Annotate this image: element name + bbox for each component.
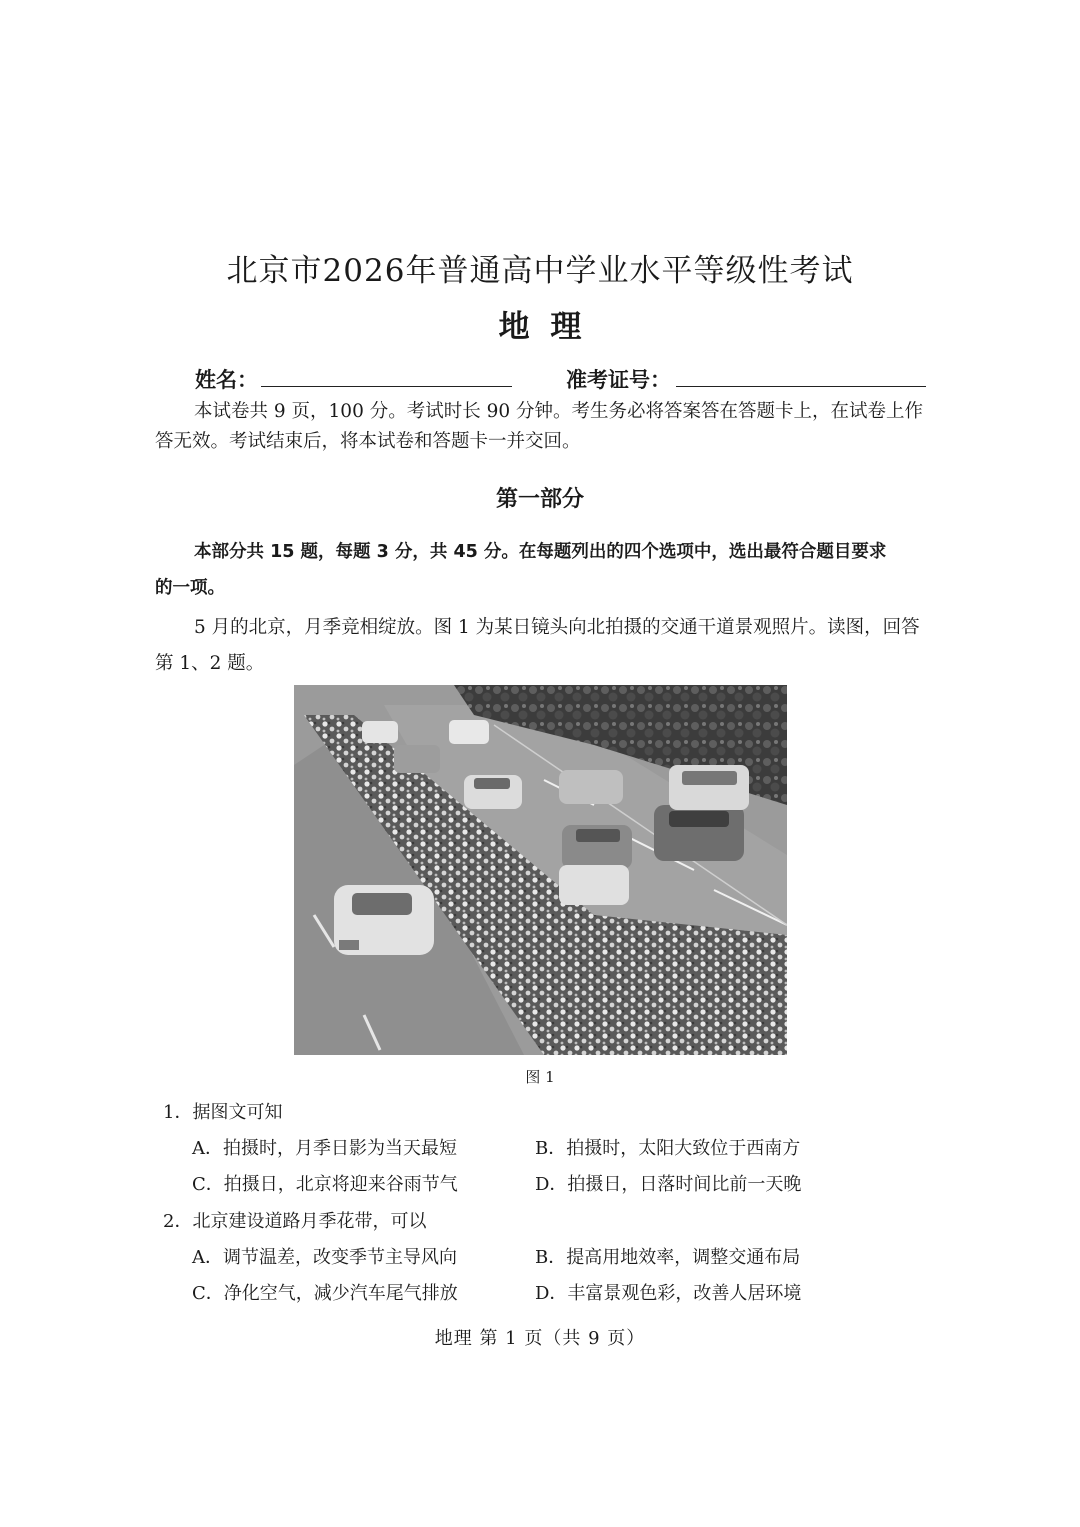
passage-line-1: 5 月的北京，月季竞相绽放。图 1 为某日镜头向北拍摄的交通干道景观照片。读图，回答 xyxy=(194,617,920,638)
part-title: 第一部分 xyxy=(495,487,584,512)
exam-title: 北京市2026年普通高中学业水平等级性考试 xyxy=(226,253,854,289)
question-1-option-d[interactable]: D．拍摄日，日落时间比前一天晚 xyxy=(535,1174,802,1195)
question-2-option-c[interactable]: C．净化空气，减少汽车尾气排放 xyxy=(192,1283,458,1304)
car xyxy=(394,745,440,773)
question-2-option-a[interactable]: A．调节温差，改变季节主导风向 xyxy=(192,1247,457,1268)
instructions-line-1: 本试卷共 9 页，100 分。考试时长 90 分钟。考生务必将答案答在答题卡上，在试卷上作 xyxy=(194,401,924,422)
car xyxy=(559,865,629,905)
exam-id-field[interactable] xyxy=(676,386,926,387)
page-footer: 地理 第 1 页（共 9 页） xyxy=(434,1328,646,1349)
car xyxy=(449,720,489,744)
name-field[interactable] xyxy=(261,386,512,387)
part-intro-line-1: 本部分共 15 题，每题 3 分，共 45 分。在每题列出的四个选项中，选出最符合题目要求 xyxy=(194,542,887,562)
name-label: 姓名： xyxy=(195,368,258,392)
question-1-option-a[interactable]: A．拍摄时，月季日影为当天最短 xyxy=(192,1138,457,1159)
question-2-stem: 2．北京建设道路月季花带，可以 xyxy=(163,1211,427,1232)
car xyxy=(334,885,434,955)
car xyxy=(562,825,632,869)
car xyxy=(362,721,398,743)
van xyxy=(669,765,749,810)
car xyxy=(464,775,522,809)
question-1-option-c[interactable]: C．拍摄日，北京将迎来谷雨节气 xyxy=(192,1174,458,1195)
figure-caption: 图 1 xyxy=(525,1068,555,1086)
instructions-line-2: 答无效。考试结束后，将本试卷和答题卡一并交回。 xyxy=(155,431,581,452)
figure-1-photo xyxy=(294,685,787,1055)
question-2-option-b[interactable]: B．提高用地效率，调整交通布局 xyxy=(535,1247,801,1268)
car xyxy=(559,770,623,804)
road-photo-illustration xyxy=(294,685,787,1055)
question-1-option-b[interactable]: B．拍摄时，太阳大致位于西南方 xyxy=(535,1138,801,1159)
question-1-stem: 1．据图文可知 xyxy=(163,1102,283,1123)
question-2-option-d[interactable]: D．丰富景观色彩，改善人居环境 xyxy=(535,1283,802,1304)
part-intro-line-2: 的一项。 xyxy=(155,578,225,598)
car xyxy=(654,805,744,861)
passage-line-2: 第 1、2 题。 xyxy=(155,653,265,674)
subject-title: 地 理 xyxy=(498,309,582,345)
exam-id-label: 准考证号： xyxy=(566,368,671,392)
